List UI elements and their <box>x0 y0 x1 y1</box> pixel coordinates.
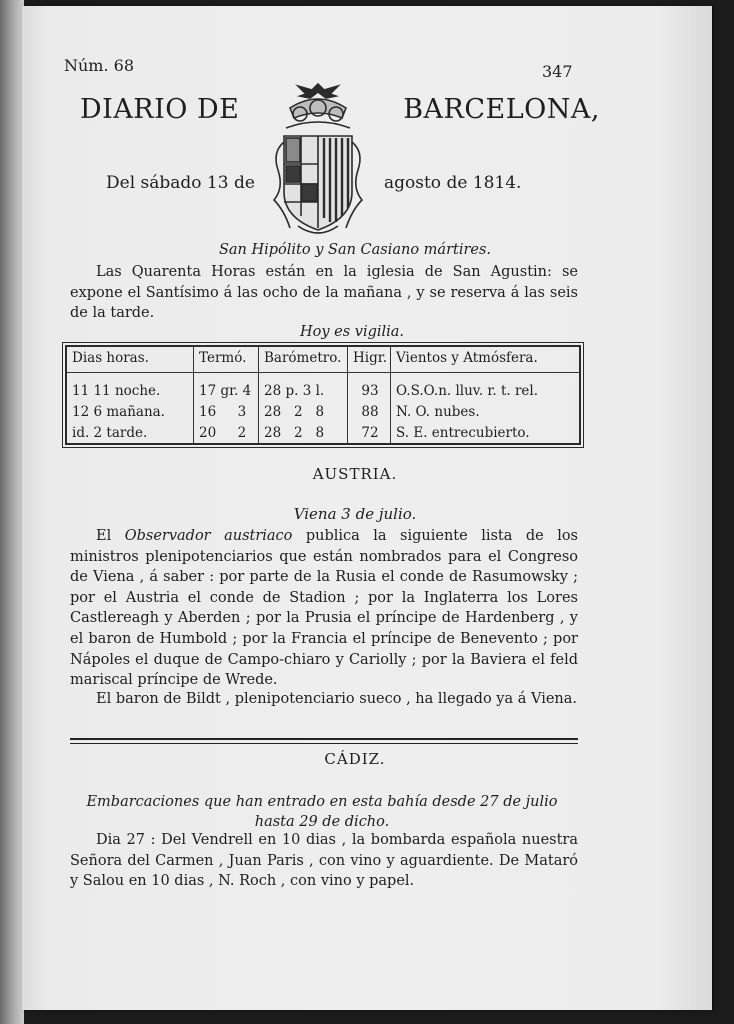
forty-hours-paragraph <box>70 262 578 324</box>
table-row <box>67 373 579 402</box>
cell: S. E. entrecubierto. <box>396 424 530 441</box>
section-divider <box>70 738 578 744</box>
col-vientos: Vientos y Atmósfera. <box>391 347 580 373</box>
cadiz-paragraph-1 <box>70 830 578 892</box>
cell: 72 <box>348 422 391 443</box>
section-heading-cadiz: CÁDIZ. <box>324 750 386 768</box>
masthead-title-right: BARCELONA, <box>403 94 600 125</box>
forty-hours-text: Las Quarenta Horas están en la iglesia de San Agustin: se expone el Santísimo á las ocho de la mañana , y se reserva á las seis de la tarde. <box>70 264 578 322</box>
cell: 28 p. 3 l. <box>259 373 348 402</box>
cell: 12 6 mañana. <box>67 401 194 422</box>
book-spine <box>0 0 24 1024</box>
newspaper-page <box>22 6 712 1010</box>
cadiz-p1-text: Dia 27 : Del Vendrell en 10 dias , la bombarda española nuestra Señora del Carmen , Juan Paris , con vino y aguardiente. De Mataró y Salou en 10 dias , N. Roch , con vino y papel. <box>70 832 578 890</box>
issue-number: Núm. 68 <box>64 56 135 75</box>
date-line-right: agosto de 1814. <box>384 173 522 193</box>
col-termometro: Termó. <box>194 347 259 373</box>
cell: 93 <box>348 373 391 402</box>
page-number: 347 <box>542 62 573 81</box>
cell: 28 2 8 <box>259 422 348 443</box>
masthead-title-left: DIARIO DE <box>80 94 240 125</box>
cell: 11 11 noche. <box>67 373 194 402</box>
austria-p1-rest: publica la siguiente lista de los ministros plenipotenciarios que están nombrados para el Congreso de Viena , á saber : por parte de la Rusia el conde de Rasumowsky ; por el Austria el conde de Stadion ; por la Inglaterra los Lores Castlereagh y Aberden ; por la Prusia el príncipe de Hardenberg , y el baron de Humbold ; por la Francia el príncipe de Benevento ; por Nápoles el duque de Campo-chiaro y Cariolly ; por la Baviera el feld mariscal príncipe de Wrede. <box>70 528 579 689</box>
austria-paragraph-2 <box>70 689 578 710</box>
cadiz-subtitle: Embarcaciones que han entrado en esta bahía desde 27 de julio hasta 29 de dicho. <box>86 794 558 830</box>
cell: 17 gr. 4 <box>194 373 259 402</box>
austria-p1-newspaper-name: Observador austriaco <box>124 528 293 544</box>
cell: O.S.O.n. lluv. r. t. rel. <box>396 382 539 399</box>
vigil-note: Hoy es vigilia. <box>299 324 405 340</box>
cell: id. 2 tarde. <box>67 422 194 443</box>
austria-p1-start: El <box>96 528 125 544</box>
cell: 20 2 <box>194 422 259 443</box>
cell: 28 2 8 <box>259 401 348 422</box>
austria-p2-text: El baron de Bildt , plenipotenciario sueco , ha llegado ya á Viena. <box>96 691 578 707</box>
date-line-left: Del sábado 13 de <box>106 173 255 193</box>
austria-dateline: Viena 3 de julio. <box>293 505 417 523</box>
cell: 16 3 <box>194 401 259 422</box>
table-row <box>67 401 579 422</box>
section-heading-austria: AUSTRIA. <box>312 465 398 483</box>
coat-of-arms-icon <box>264 78 372 236</box>
saints-of-day: San Hipólito y San Casiano mártires. <box>218 242 492 258</box>
weather-table <box>65 345 581 445</box>
col-higrometro: Higr. <box>348 347 391 373</box>
col-barometro: Barómetro. <box>259 347 348 373</box>
col-dias-horas: Dias horas. <box>67 347 194 373</box>
cell: N. O. nubes. <box>396 403 480 420</box>
austria-paragraph-1 <box>70 526 578 691</box>
cell: 88 <box>348 401 391 422</box>
table-row <box>67 422 579 443</box>
